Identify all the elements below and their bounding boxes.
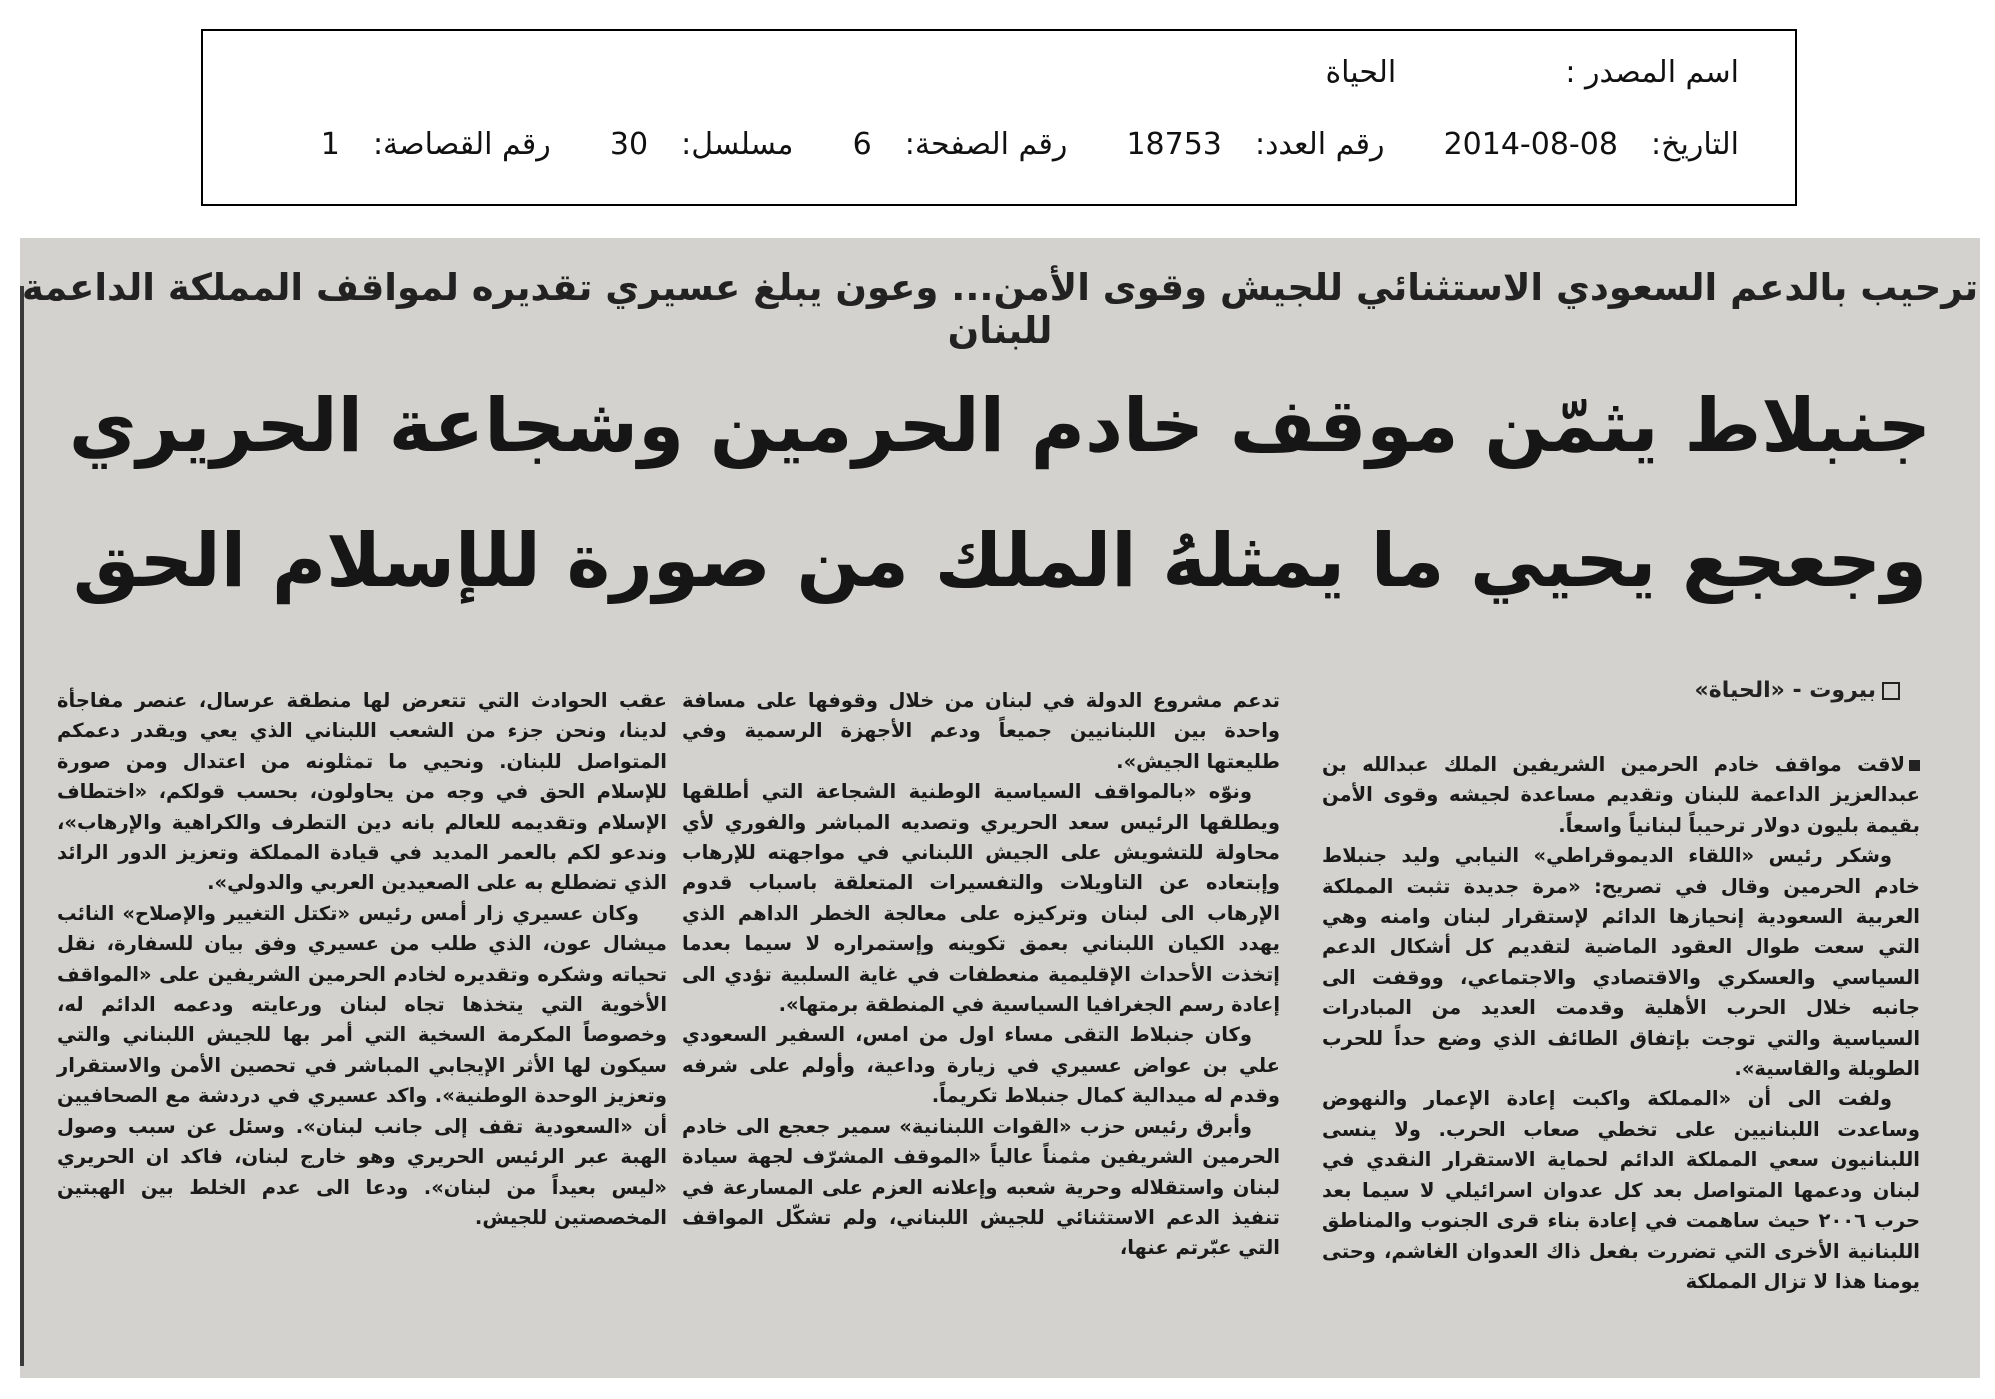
paragraph: ونوّه «بالمواقف السياسية الوطنية الشجاعة التي أطلقها ويطلقها الرئيس سعد الحريري وتصديه المباشر والفوري لأي محاولة للتشويش على الجيش اللبناني في مواجهته للإرهاب وإبتعاده عن التاويلات والتفسيرات المتعلقة باسباب قدوم الإرهاب الى لبنان وتركيزه على معالجة الخطر الداهم الذي يهدد الكيان اللبناني بعمق تكوينه وإستمراره لا سيما بعدما إتخذت الأحداث الإقليمية منعطفات في غاية السلبية تؤدي الى إعادة رسم الجغرافيا السياسية في المنطقة برمتها». <box>682 780 1280 1017</box>
paragraph: ولفت الى أن «المملكة واكبت إعادة الإعمار والنهوض وساعدت اللبنانيين على تخطي صعاب الحرب. ولا ينسى اللبنانيون سعي المملكة الدائم لحماية الاستقرار النقدي في لبنان ودعمها المتواصل بعد كل عدوان اسرائيلي لا سيما بعد حرب ٢٠٠٦ حيث ساهمت في إعادة بناء قرى الجنوب والمناطق اللبنانية الأخرى التي تضررت بفعل ذاك العدوان الغاشم، وحتى يومنا هذا لا تزال المملكة <box>1322 1087 1920 1293</box>
source-metadata-box <box>201 29 1797 206</box>
column-left <box>57 686 667 1233</box>
paragraph <box>1322 750 1920 841</box>
paragraph: تدعم مشروع الدولة في لبنان من خلال وقوفها على مسافة واحدة بين اللبنانيين جميعاً ودعم الأجهزة الرسمية وفي طليعتها الجيش». <box>682 689 1280 773</box>
issue-details-line <box>321 127 1739 162</box>
paragraph: عقب الحوادث التي تتعرض لها منطقة عرسال، عنصر مفاجأة لدينا، ونحن جزء من الشعب اللبناني الذي يعي ويقدر دعمكم المتواصل للبنان. ونحيي ما تمثلونه من اعتدال ومن صورة للإسلام الحق في وجه من يحاولون، بحسب قولكم، «اختطاف الإسلام وتقديمه للعالم بانه دين التطرف والكراهية والإرهاب»، وندعو لكم بالعمر المديد في قيادة المملكة وتعزيز الدور الرائد الذي تضطلع به على الصعيدين العربي والدولي». <box>57 689 667 895</box>
newspaper-clipping <box>20 238 1980 1378</box>
paragraph: وكان عسيري زار أمس رئيس «تكتل التغيير والإصلاح» النائب ميشال عون، الذي طلب من عسيري وفق بيان للسفارة، نقل تحياته وشكره وتقديره لخادم الحرمين الشريفين على «المواقف الأخوية التي يتخذها تجاه لبنان ورعايته ودعمه الدائم له، وخصوصاً المكرمة السخية التي أمر بها للجيش اللبناني والتي سيكون لها الأثر الإيجابي المباشر في تحصين الأمن والاستقرار وتعزيز الوحدة الوطنية». واكد عسيري في دردشة مع الصحافيين أن «السعودية تقف إلى جانب لبنان». وسئل عن سبب وصول الهبة عبر الرئيس الحريري وهو خارج لبنان، فاكد ان الحريري «ليس بعيداً من لبنان». ودعا الى عدم الخلط بين الهبتين المخصصتين للجيش. <box>57 901 667 1229</box>
byline-box-icon <box>1882 682 1900 700</box>
clip-value: 1 <box>320 127 340 162</box>
issue-value: 18753 <box>1126 127 1222 162</box>
source-label: اسم المصدر : <box>1565 55 1739 90</box>
serial-label: مسلسل: <box>681 127 794 162</box>
source-line <box>1325 55 1739 90</box>
column-middle <box>682 686 1280 1264</box>
headline-line-2: وجعجع يحيي ما يمثلهُ الملك من صورة للإسلام الحق <box>72 518 1928 604</box>
column-right <box>1322 750 1920 1297</box>
paragraph: وشكر رئيس «اللقاء الديموقراطي» النيابي وليد جنبلاط خادم الحرمين وقال في تصريح: «مرة جديدة تثبت المملكة العربية السعودية إنحيازها الدائم لإستقرار لبنان وامنه وهي التي سعت طوال العقود الماضية لتقديم كل أشكال الدعم السياسي والعسكري والاقتصادي والاجتماعي، ووقفت الى جانبه خلال الحرب الأهلية وقدمت العديد من المبادرات السياسية والتي توجت بإتفاق الطائف الذي وضع حداً للحرب الطويلة والقاسية». <box>1322 844 1920 1081</box>
paragraph: وأبرق رئيس حزب «القوات اللبنانية» سمير جعجع الى خادم الحرمين الشريفين مثمناً عالياً «الموقف المشرّف لجهة سيادة لبنان واستقلاله وحرية شعبه وإعلانه العزم على المسارعة في تنفيذ الدعم الاستثنائي للجيش اللبناني، ولم تشكّل المواقف التي عبّرتم عنها، <box>682 1114 1280 1260</box>
paragraph-text: لاقت مواقف خادم الحرمين الشريفين الملك عبدالله بن عبدالعزيز الداعمة للبنان وتقديم مساعدة لجيشه وقوى الأمن بقيمة بليون دولار ترحيباً لبنانياً واسعاً. <box>1322 753 1920 837</box>
source-value: الحياة <box>1325 55 1397 90</box>
issue-label: رقم العدد: <box>1254 127 1385 162</box>
clip-label: رقم القصاصة: <box>372 127 551 162</box>
page-value: 6 <box>852 127 872 162</box>
article-kicker: ترحيب بالدعم السعودي الاستثنائي للجيش وقوى الأمن... وعون يبلغ عسيري تقديره لمواقف المملكة الداعمة للبنان <box>21 266 1979 352</box>
date-value: 2014-08-08 <box>1443 127 1618 162</box>
serial-value: 30 <box>609 127 649 162</box>
lead-square-icon <box>1909 760 1920 771</box>
byline <box>1695 678 1900 703</box>
byline-text: بيروت - «الحياة» <box>1694 678 1876 703</box>
headline-line-1: جنبلاط يثمّن موقف خادم الحرمين وشجاعة الحريري <box>68 383 1932 469</box>
date-label: التاريخ: <box>1651 127 1739 162</box>
page-label: رقم الصفحة: <box>904 127 1068 162</box>
paragraph: وكان جنبلاط التقى مساء اول من امس، السفير السعودي علي بن عواض عسيري في زيارة وداعية، وأولم على شرفه وقدم له ميدالية كمال جنبلاط تكريماً. <box>682 1023 1280 1108</box>
